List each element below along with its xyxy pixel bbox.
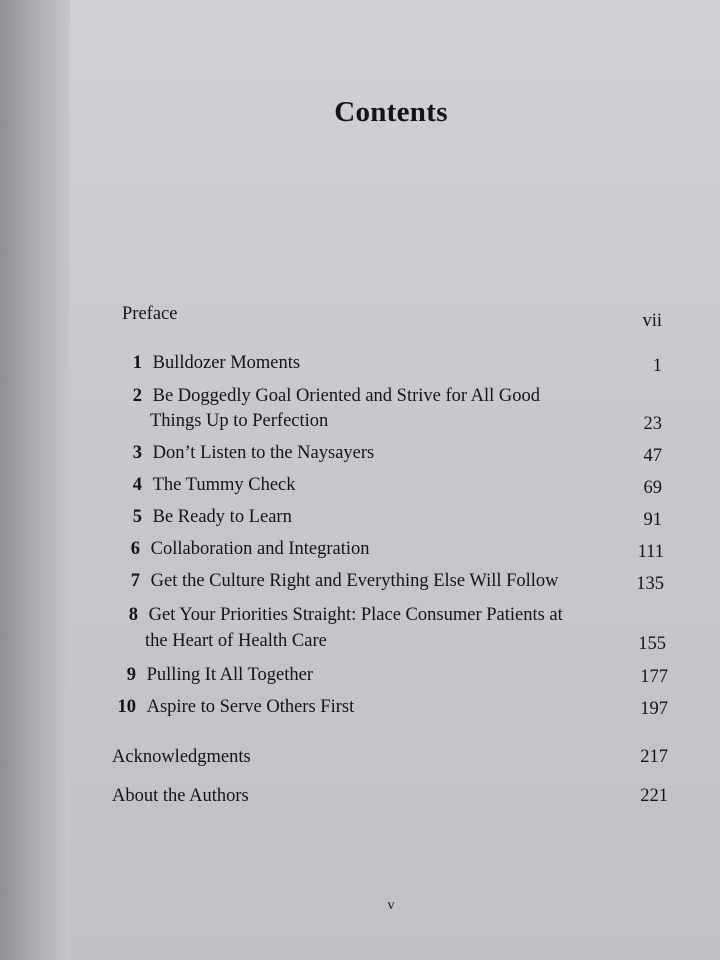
contents-heading: Contents bbox=[334, 96, 448, 128]
toc-page-number: 69 bbox=[643, 478, 662, 498]
chapter-title-line-1: Get Your Priorities Straight: Place Consumer Patients at bbox=[148, 605, 563, 625]
toc-page-number: 47 bbox=[643, 446, 662, 466]
chapter-title-line-1: Be Doggedly Goal Oriented and Strive for All Good bbox=[152, 386, 541, 406]
chapter-number: 1 bbox=[132, 353, 142, 373]
toc-entry-chapter-4[interactable] bbox=[130, 471, 296, 500]
toc-page-number: 23 bbox=[643, 414, 662, 434]
toc-page-number: 221 bbox=[640, 786, 668, 806]
chapter-number: 9 bbox=[126, 665, 136, 685]
toc-entry-chapter-8[interactable] bbox=[126, 601, 563, 630]
chapter-title: Aspire to Serve Others First bbox=[146, 697, 355, 717]
chapter-number: 4 bbox=[132, 475, 142, 495]
book-page bbox=[62, 0, 720, 960]
toc-entry-chapter-9[interactable] bbox=[124, 661, 313, 690]
chapter-title: Pulling It All Together bbox=[146, 665, 314, 685]
toc-entry-chapter-10[interactable] bbox=[115, 693, 354, 722]
chapter-number: 10 bbox=[117, 697, 136, 717]
chapter-title: Be Ready to Learn bbox=[152, 507, 292, 527]
page-folio: v bbox=[387, 898, 395, 913]
toc-page-number: 217 bbox=[640, 747, 668, 767]
toc-page-number: 197 bbox=[640, 699, 668, 719]
chapter-number: 6 bbox=[130, 539, 140, 559]
toc-page-number: 155 bbox=[638, 634, 666, 654]
toc-entry-about-the-authors[interactable] bbox=[112, 782, 249, 811]
chapter-number: 2 bbox=[132, 386, 142, 406]
toc-entry-chapter-1[interactable] bbox=[130, 349, 300, 378]
toc-entry-chapter-5[interactable] bbox=[130, 503, 292, 532]
toc-entry-title: Acknowledgments bbox=[112, 747, 251, 767]
toc-page-number: 91 bbox=[643, 510, 662, 530]
chapter-title: The Tummy Check bbox=[152, 475, 296, 495]
toc-entry-chapter-2-continued[interactable] bbox=[150, 407, 328, 436]
toc-page-number: 111 bbox=[637, 542, 664, 562]
toc-page-number: 135 bbox=[636, 574, 664, 594]
toc-entry-chapter-3[interactable] bbox=[130, 439, 374, 468]
toc-page-number: 1 bbox=[652, 356, 662, 376]
toc-entry-chapter-8-continued[interactable] bbox=[145, 627, 327, 656]
toc-entry-preface[interactable] bbox=[122, 300, 177, 329]
chapter-title: Get the Culture Right and Everything Else Will Follow bbox=[150, 571, 559, 591]
chapter-number: 8 bbox=[128, 605, 138, 625]
toc-entry-chapter-7[interactable] bbox=[128, 567, 559, 596]
chapter-number: 7 bbox=[130, 571, 140, 591]
chapter-number: 5 bbox=[132, 507, 142, 527]
chapter-title: Collaboration and Integration bbox=[150, 539, 370, 559]
chapter-number: 3 bbox=[132, 443, 142, 463]
chapter-title: Bulldozer Moments bbox=[152, 353, 301, 373]
toc-page-number: 177 bbox=[640, 667, 668, 687]
page-gutter-shadow bbox=[0, 0, 70, 960]
toc-page-number: vii bbox=[642, 311, 662, 331]
chapter-title-line-2: the Heart of Health Care bbox=[145, 631, 327, 651]
toc-entry-chapter-6[interactable] bbox=[128, 535, 369, 564]
chapter-title: Don’t Listen to the Naysayers bbox=[152, 443, 375, 463]
toc-entry-acknowledgments[interactable] bbox=[112, 743, 251, 772]
toc-entry-title: About the Authors bbox=[112, 786, 249, 806]
toc-entry-title: Preface bbox=[122, 304, 178, 324]
chapter-title-line-2: Things Up to Perfection bbox=[150, 411, 329, 431]
